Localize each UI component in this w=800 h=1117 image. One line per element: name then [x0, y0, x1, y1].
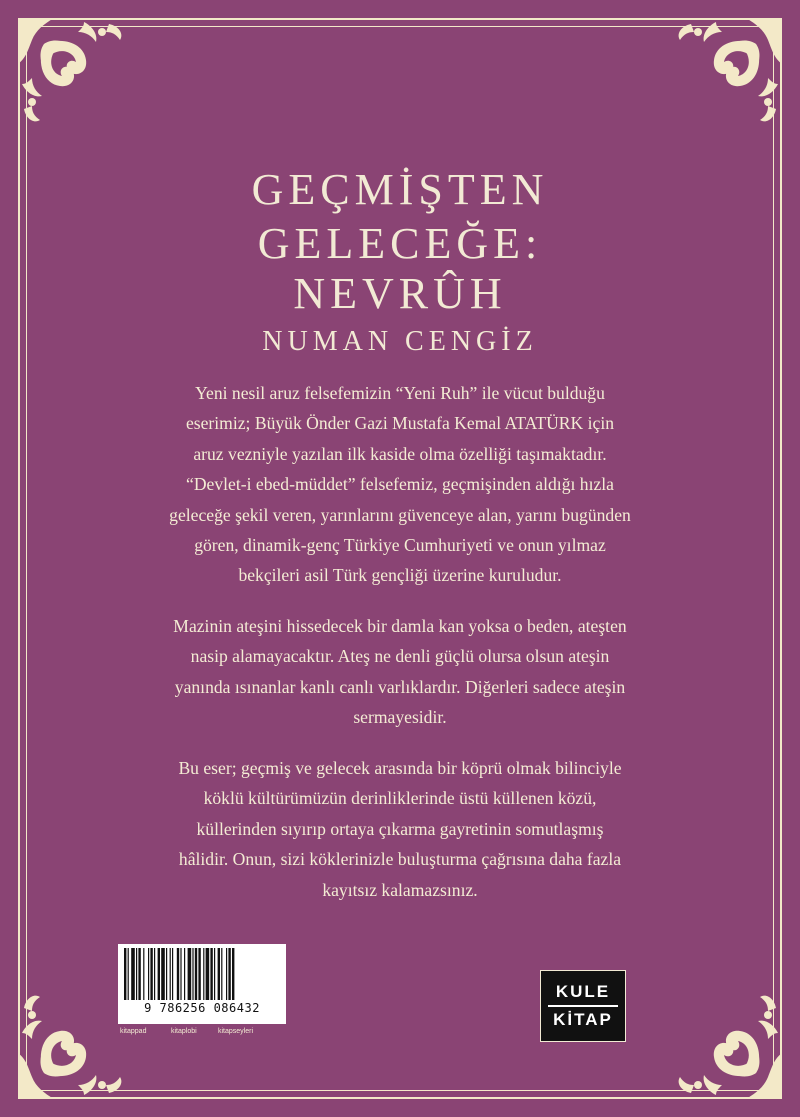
barcode-bar — [188, 948, 192, 1000]
barcode-bar — [166, 948, 167, 1000]
blurb-paragraph-2 — [100, 611, 700, 733]
barcode-bar — [210, 948, 212, 1000]
blurb-line: geleceğe şekil veren, yarınlarını güvenceye alan, yarını bugünden — [169, 504, 631, 525]
barcode-bar — [128, 948, 129, 1000]
barcode-bar — [143, 948, 144, 1000]
blurb-line: hâlidir. Onun, sizi köklerinizle buluşturma çağrısına daha fazla — [178, 849, 622, 870]
publisher-line-2: KİTAP — [553, 1010, 613, 1029]
publisher-line-1: KULE — [555, 982, 611, 1001]
barcode-bar — [170, 948, 171, 1000]
seller-logo-kitaplobi: kitaplobi — [171, 1028, 197, 1035]
blurb-line: “Devlet-i ebed-müddet” felsefemiz, geçmişinden aldığı hızla — [186, 474, 614, 495]
blurb-line: bekçileri asil Türk gençliği üzerine kuruludur. — [238, 565, 562, 586]
barcode-bar — [161, 948, 165, 1000]
book-title-line-3: NEVRÛH — [293, 269, 507, 318]
barcode-bar — [226, 948, 227, 1000]
blurb-line: nasip alamayacaktır. Ateş ne denli güçlü olursa olsun ateşin — [190, 646, 610, 667]
corner-ornament-icon — [666, 14, 786, 134]
barcode-bar — [218, 948, 220, 1000]
barcode-bar — [180, 948, 181, 1000]
publisher-divider — [548, 1005, 618, 1007]
barcode-bar — [150, 948, 152, 1000]
barcode-bar — [228, 948, 230, 1000]
seller-logos — [0, 1028, 800, 1040]
seller-logo-kitappad: kitappad — [120, 1028, 147, 1035]
barcode-bar — [203, 948, 204, 1000]
corner-ornament-icon — [14, 983, 134, 1103]
barcode-bar — [221, 948, 222, 1000]
book-title-line-2: GELECEĞE: — [257, 219, 543, 268]
blurb-line: Mazinin ateşini hissedecek bir damla kan yoksa o beden, ateşten — [173, 616, 627, 636]
blurb-line: kayıtsız kalamazsınız. — [322, 879, 478, 900]
barcode-bar — [195, 948, 197, 1000]
barcode-bar — [214, 948, 215, 1000]
corner-ornament-icon — [14, 14, 134, 134]
barcode-bar — [154, 948, 155, 1000]
barcode-bar — [206, 948, 210, 1000]
blurb-line: yanında ısınanlar kanlı canlı varlıklardır. Diğerleri sadece ateşin — [174, 676, 626, 697]
barcode-bar — [148, 948, 149, 1000]
isbn-number: 9 786256 086432 — [144, 1001, 260, 1015]
barcode-bar — [177, 948, 179, 1000]
barcode-bars-icon — [122, 948, 282, 1000]
blurb-line: gören, dinamik-genç Türkiye Cumhuriyeti ve onun yılmaz — [194, 535, 606, 556]
barcode-bar — [232, 948, 234, 1000]
blurb-paragraph-3 — [100, 753, 700, 905]
barcode-bar — [172, 948, 173, 1000]
blurb-line: aruz vezniyle yazılan ilk kaside olma özelliği taşımaktadır. — [193, 443, 607, 464]
blurb-line: sermayesidir. — [353, 707, 447, 728]
book-title-line-1: GEÇMİŞTEN — [251, 165, 549, 214]
blurb-line: küllerinden sıyırıp ortaya çıkarma gayretinin somutlaşmış — [196, 818, 604, 839]
barcode-bar — [158, 948, 160, 1000]
barcode-bar — [131, 948, 135, 1000]
blurb-line: köklü kültürümüzün derinliklerinde üstü küllenen közü, — [203, 788, 597, 809]
barcode-bar — [124, 948, 126, 1000]
publisher-logo — [540, 970, 626, 1042]
corner-ornament-icon — [666, 983, 786, 1103]
barcode-bar — [198, 948, 200, 1000]
blurb-line: Bu eser; geçmiş ve gelecek arasında bir köprü olmak bilinciyle — [178, 758, 622, 778]
blurb-line: Yeni nesil aruz felsefemizin “Yeni Ruh” ile vücut bulduğu — [195, 383, 605, 403]
barcode-bar — [138, 948, 140, 1000]
blurb-line: eserimiz; Büyük Önder Gazi Mustafa Kemal ATATÜRK için — [185, 413, 615, 434]
author-name: NUMAN CENGİZ — [262, 326, 538, 357]
barcode-bar — [136, 948, 137, 1000]
barcode — [118, 944, 286, 1024]
barcode-bar — [184, 948, 185, 1000]
blurb-paragraph-1 — [100, 378, 700, 591]
barcode-bar — [192, 948, 193, 1000]
seller-logo-kitapseyleri: kitapseyleri — [218, 1028, 254, 1035]
